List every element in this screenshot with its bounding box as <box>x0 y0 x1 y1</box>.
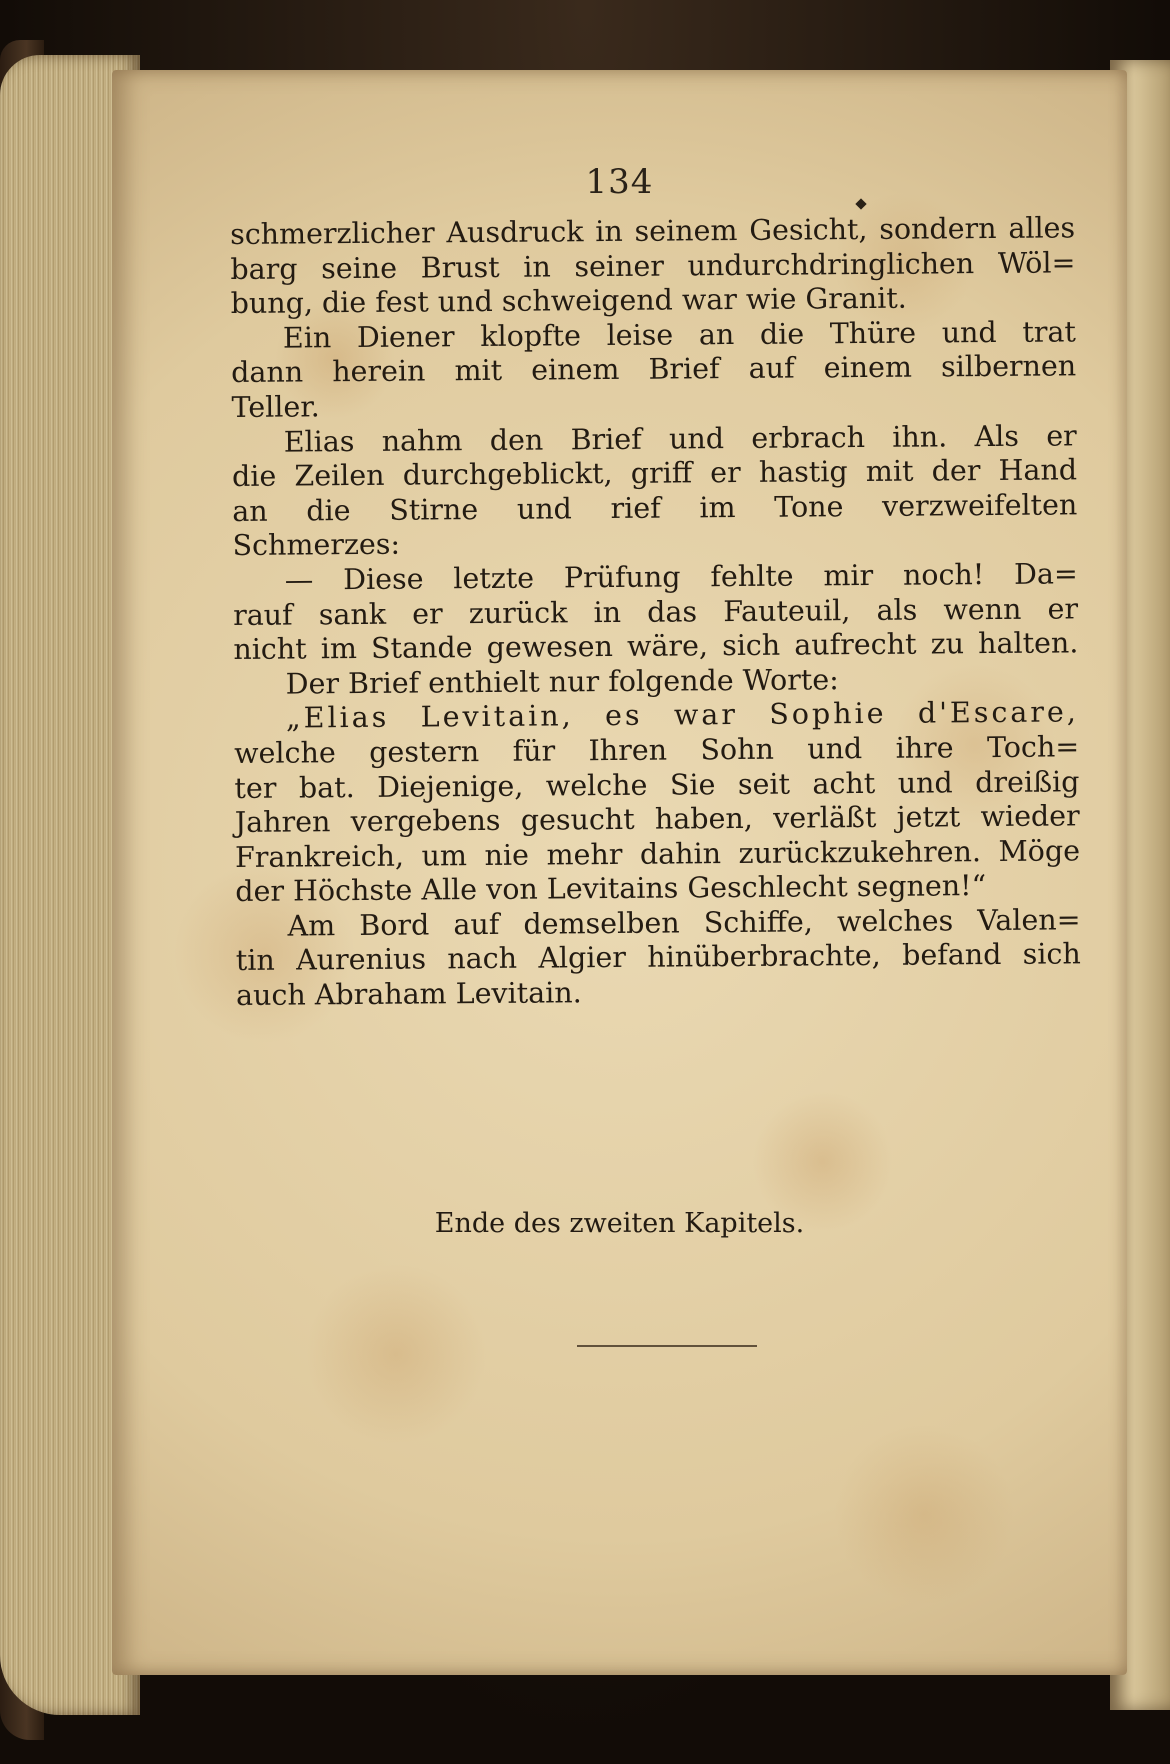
text-line: Am Bord auf demselben Schiffe, welches Valen= <box>287 903 1081 943</box>
text-line: nicht im Stande gewesen wäre, sich aufrecht zu halten. <box>233 626 1079 667</box>
text-line: schmerzlicher Ausdruck in seinem Gesicht, sondern alles <box>230 211 1076 251</box>
text-line: Frankreich, um nie mehr dahin zurückzukehren. Möge <box>234 834 1081 874</box>
book-page <box>112 70 1127 1675</box>
text-line: „Elias Levitain, es war Sophie d'Escare, <box>285 695 1080 735</box>
text-line: dann herein mit einem Brief auf einem silbernen <box>231 349 1077 390</box>
chapter-end-note: Ende des zweiten Kapitels. <box>434 1208 805 1239</box>
text-line: barg seine Brust in seiner undurchdringlichen Wöl= <box>230 245 1076 286</box>
page-body-text <box>230 211 1081 1013</box>
text-line: Elias nahm den Brief und erbrach ihn. Als er <box>283 418 1077 459</box>
text-line: Der Brief enthielt nur folgende Worte: <box>285 662 839 701</box>
text-line: Teller. <box>231 390 320 424</box>
text-line: ter bat. Diejenige, welche Sie seit acht und dreißig <box>234 764 1080 805</box>
text-line: Schmerzes: <box>232 528 401 563</box>
text-line: die Zeilen durchgeblickt, griff er hastig mit der Hand <box>231 453 1078 494</box>
text-line: Jahren vergebens gesucht haben, verläßt jetzt wieder <box>234 799 1080 840</box>
text-line: — Diese letzte Prüfung fehlte mir noch! Da= <box>284 557 1078 597</box>
text-line: rauf sank er zurück in das Fauteuil, als wenn er <box>232 591 1079 632</box>
end-rule <box>577 1345 757 1347</box>
text-line: welche gestern für Ihren Sohn und ihre Toch= <box>234 730 1080 770</box>
text-line: Ein Diener klopfte leise an die Thüre und trat <box>282 315 1077 355</box>
page-number: 134 <box>585 162 654 202</box>
text-line: tin Aurenius nach Algier hinüberbrachte, befand sich <box>235 937 1081 978</box>
text-line: bung, die fest und schweigend war wie Granit. <box>230 281 907 321</box>
text-line: der Höchste Alle von Levitains Geschlecht segnen!“ <box>235 869 987 909</box>
text-line: auch Abraham Levitain. <box>235 976 582 1013</box>
text-line: an die Stirne und rief im Tone verzweifelten <box>232 488 1078 528</box>
